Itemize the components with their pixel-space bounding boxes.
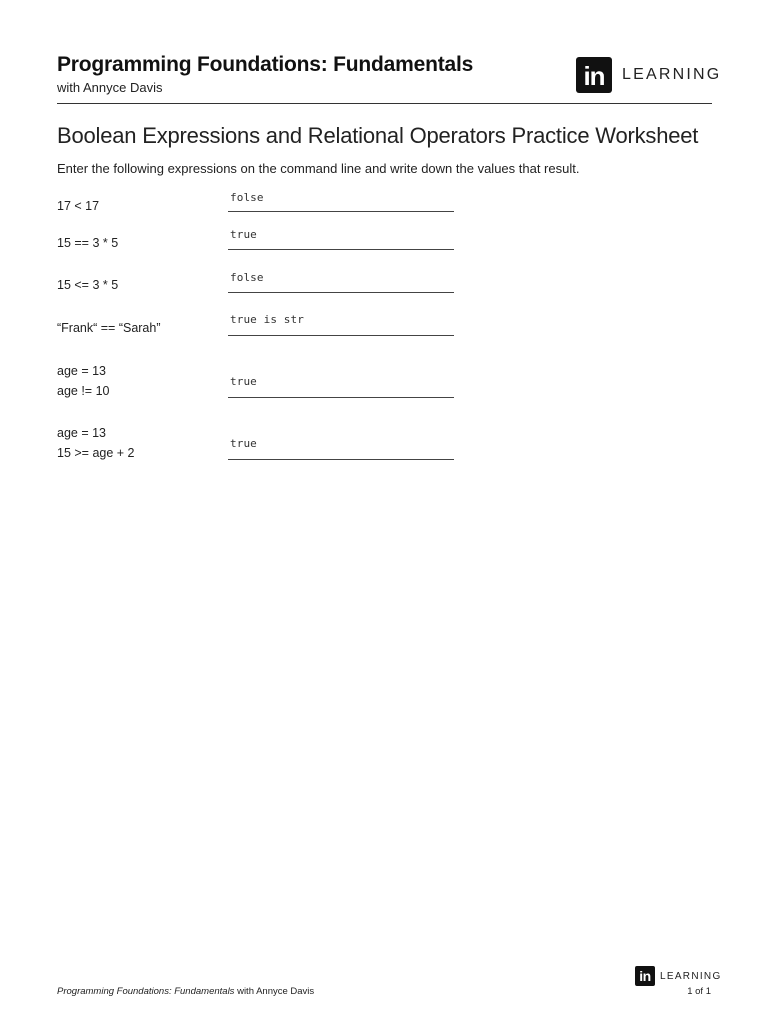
handwritten-answer: true <box>230 437 257 450</box>
handwritten-answer: true is str <box>230 313 304 326</box>
expression <box>57 196 99 216</box>
handwritten-answer: true <box>230 228 257 241</box>
answer-line <box>228 397 454 398</box>
linkedin-in-icon: in <box>576 57 612 93</box>
handwritten-answer: folse <box>230 271 264 284</box>
expression <box>57 318 161 338</box>
answer-line <box>228 459 454 460</box>
worksheet-title: Boolean Expressions and Relational Operators Practice Worksheet <box>57 123 699 148</box>
expression-line: 17 < 17 <box>57 199 100 213</box>
answer-line <box>228 335 454 336</box>
footer-logo-wordmark: LEARNING <box>660 970 722 982</box>
footer-course-title: Programming Foundations: Fundamentals <box>57 986 235 997</box>
expression-line: “Frank“ == “Sarah” <box>57 321 161 335</box>
expression-line: 15 <= 3 * 5 <box>57 278 119 292</box>
expression <box>57 361 109 401</box>
footer-author: with Annyce Davis <box>234 986 315 997</box>
expression <box>57 275 118 295</box>
expression-line: age != 10 <box>57 384 110 398</box>
answer-line <box>228 211 454 212</box>
logo-wordmark: LEARNING <box>622 66 722 83</box>
page-number: 1 of 1 <box>687 986 711 997</box>
answer-line <box>228 249 454 250</box>
linkedin-learning-logo <box>576 57 721 93</box>
worksheet-instructions: Enter the following expressions on the command line and write down the values that result. <box>57 161 580 176</box>
course-author: with Annyce Davis <box>57 80 163 95</box>
answer-line <box>228 292 454 293</box>
expression-line: 15 >= age + 2 <box>57 446 135 460</box>
header-divider <box>57 103 712 104</box>
expression <box>57 233 118 253</box>
footer-logo <box>635 966 722 986</box>
linkedin-in-icon: in <box>635 966 655 986</box>
expression-line: 15 == 3 * 5 <box>57 236 119 250</box>
expression-line: age = 13 <box>57 364 107 378</box>
footer-course-credit <box>57 986 314 997</box>
expression <box>57 423 135 463</box>
course-title: Programming Foundations: Fundamentals <box>57 53 474 76</box>
handwritten-answer: true <box>230 375 257 388</box>
expression-line: age = 13 <box>57 426 107 440</box>
handwritten-answer: folse <box>230 191 264 204</box>
